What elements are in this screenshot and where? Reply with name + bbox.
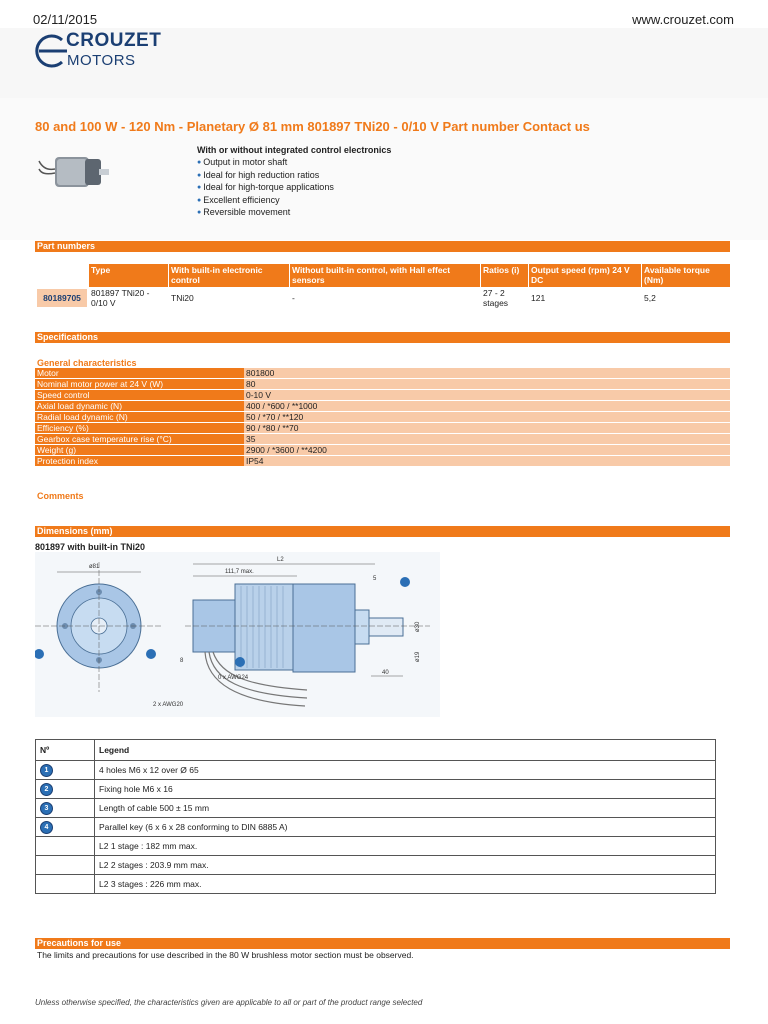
dim-label-5: 5 — [373, 576, 377, 582]
section-part-numbers: Part numbers — [35, 241, 730, 252]
comments-title: Comments — [37, 491, 84, 501]
legend-header-legend: Legend — [95, 740, 716, 761]
spec-value: 90 / *80 / **70 — [244, 423, 730, 434]
section-dimensions: Dimensions (mm) — [35, 526, 730, 537]
spec-key: Nominal motor power at 24 V (W) — [35, 379, 244, 390]
spec-key: Radial load dynamic (N) — [35, 412, 244, 423]
pn-cell-speed: 121 — [531, 293, 546, 303]
spec-key: Efficiency (%) — [35, 423, 244, 434]
pn-cell-torque: 5,2 — [644, 293, 656, 303]
spec-row — [35, 434, 730, 445]
legend-text: L2 3 stages : 226 mm max. — [95, 875, 716, 894]
spec-row — [35, 368, 730, 379]
footer-note: Unless otherwise specified, the characteristics given are applicable to all or part of the product range selected — [35, 998, 423, 1007]
spec-row — [35, 423, 730, 434]
pn-header-torque: Available torque (Nm) — [642, 264, 730, 287]
cable-label-awg24: 0 x AWG24 — [218, 675, 249, 681]
legend-header-row — [36, 740, 716, 761]
callout-4-icon — [235, 657, 245, 667]
spec-row — [35, 412, 730, 423]
dim-label-19: ø19 — [415, 651, 421, 662]
dimension-drawing — [35, 552, 440, 717]
legend-text: L2 1 stage : 182 mm max. — [95, 837, 716, 856]
legend-text: Fixing hole M6 x 16 — [95, 780, 716, 799]
legend-row — [36, 799, 716, 818]
dim-label-111: 111,7 max. — [225, 569, 254, 575]
section-precautions: Precautions for use — [35, 938, 730, 949]
pn-cell-ratios: 27 - 2 stages — [483, 288, 509, 308]
section-specifications: Specifications — [35, 332, 730, 343]
spec-value: 80 — [244, 379, 730, 390]
precautions-text: The limits and precautions for use described in the 80 W brushless motor section must be observed. — [37, 950, 414, 960]
callout-1-icon — [35, 649, 44, 659]
callout-3-icon — [400, 577, 410, 587]
spec-key: Speed control — [35, 390, 244, 401]
print-date: 02/11/2015 — [33, 12, 98, 27]
dim-label-8: 8 — [180, 658, 184, 664]
dim-label-30: ø30 — [415, 621, 421, 632]
legend-row — [36, 818, 716, 837]
spec-value: 400 / *600 / **1000 — [244, 401, 730, 412]
legend-row — [36, 761, 716, 780]
dim-label-40: 40 — [382, 670, 389, 676]
spec-key: Weight (g) — [35, 445, 244, 456]
feature-item: ● Ideal for high-torque applications — [197, 182, 334, 195]
product-image — [37, 143, 117, 213]
pn-cell-type: 801897 TNi20 - 0/10 V — [91, 288, 150, 308]
spec-value: IP54 — [244, 456, 730, 467]
callout-badge-icon: 4 — [40, 821, 53, 834]
pn-cell-built-in: TNi20 — [171, 293, 194, 303]
spec-value: 0-10 V — [244, 390, 730, 401]
feature-item: ● Excellent efficiency — [197, 195, 334, 208]
callout-badge-icon: 1 — [40, 764, 53, 777]
legend-number — [36, 856, 95, 875]
pn-header-type: Type — [89, 264, 168, 287]
specifications-table — [35, 368, 730, 467]
pn-header-without: Without built-in control, with Hall effect sensors — [290, 264, 480, 287]
pn-header-built-in: With built-in electronic control — [169, 264, 289, 287]
page-title: 80 and 100 W - 120 Nm - Planetary Ø 81 mm 801897 TNi20 - 0/10 V Part number Contact us — [35, 119, 590, 134]
legend-number — [36, 837, 95, 856]
feature-item: ● Output in motor shaft — [197, 157, 334, 170]
spec-key: Motor — [35, 368, 244, 379]
spec-row — [35, 401, 730, 412]
dimensions-subtitle: 801897 with built-in TNi20 — [35, 542, 146, 552]
feature-item: ● Ideal for high reduction ratios — [197, 170, 334, 183]
legend-row — [36, 875, 716, 894]
features-list — [197, 157, 334, 220]
crouzet-logo[interactable] — [33, 28, 173, 74]
site-url[interactable]: www.crouzet.com — [632, 12, 734, 27]
part-number-code[interactable]: 80189705 — [37, 289, 87, 307]
spec-value: 35 — [244, 434, 730, 445]
legend-header-number: Nº — [36, 740, 95, 761]
spec-row — [35, 379, 730, 390]
spec-value: 801800 — [244, 368, 730, 379]
dim-label-l2: L2 — [277, 557, 284, 563]
logo-icon — [33, 30, 67, 72]
legend-text: Length of cable 500 ± 15 mm — [95, 799, 716, 818]
pn-cell-without: - — [292, 293, 295, 303]
pn-header-speed: Output speed (rpm) 24 V DC — [529, 264, 641, 287]
legend-text: L2 2 stages : 203.9 mm max. — [95, 856, 716, 875]
spec-row — [35, 390, 730, 401]
features-heading: With or without integrated control electronics — [197, 145, 392, 155]
legend-table — [35, 739, 716, 894]
legend-row — [36, 856, 716, 875]
cable-label-awg20: 2 x AWG20 — [153, 702, 184, 708]
legend-text: 4 holes M6 x 12 over Ø 65 — [95, 761, 716, 780]
feature-item: ● Reversible movement — [197, 207, 334, 220]
spec-key: Protection index — [35, 456, 244, 467]
spec-value: 2900 / *3600 / **4200 — [244, 445, 730, 456]
logo-text-motors: MOTORS — [67, 52, 136, 69]
logo-text-crouzet: CROUZET — [66, 30, 162, 51]
callout-2-icon — [146, 649, 156, 659]
dim-label-diameter: ø81 — [89, 564, 100, 570]
legend-text: Parallel key (6 x 6 x 28 conforming to DIN 6885 A) — [95, 818, 716, 837]
legend-number — [36, 875, 95, 894]
spec-key: Axial load dynamic (N) — [35, 401, 244, 412]
general-characteristics-title: General characteristics — [37, 358, 137, 368]
spec-key: Gearbox case temperature rise (°C) — [35, 434, 244, 445]
callout-badge-icon: 3 — [40, 802, 53, 815]
spec-row — [35, 456, 730, 467]
spec-row — [35, 445, 730, 456]
callout-badge-icon: 2 — [40, 783, 53, 796]
legend-row — [36, 837, 716, 856]
legend-row — [36, 780, 716, 799]
spec-value: 50 / *70 / **120 — [244, 412, 730, 423]
pn-header-ratios: Ratios (i) — [481, 264, 528, 287]
